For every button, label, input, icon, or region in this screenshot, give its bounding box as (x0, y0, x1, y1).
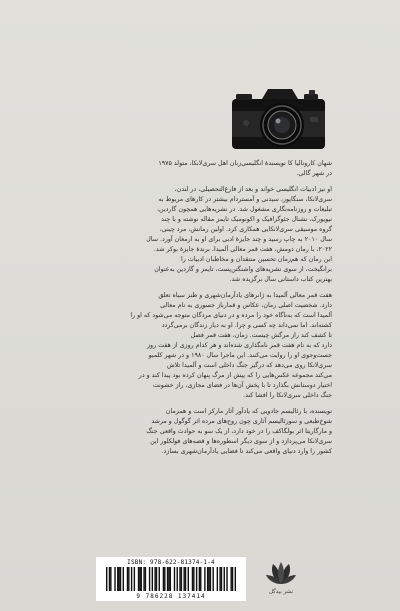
barcode-bar (118, 567, 119, 591)
text-line: او نیز ادبیات انگلیسی خواند و بعد از فارغ‌التحصیلی، در لندن، (174, 186, 332, 193)
leaf-icon (264, 560, 298, 588)
text-line: می‌کند مجموعه عکس‌هایی را که پیش از مرگ پنهان کرده بود پیدا کند و در (138, 372, 332, 379)
barcode-digits: 9 786228 137414 (136, 593, 206, 600)
barcode-bar (128, 567, 129, 591)
barcode-bar (106, 567, 107, 591)
text-line: آلمیدا است که به‌ناگاه خود را مرده و در دنیای مردگان متوجه می‌شود که او را (130, 312, 332, 319)
text-line: اختیار دوستانش بگذارد تا با پخش آن‌ها در فضای مجازی، راز خشونت (152, 382, 332, 389)
text-line: کشور را وارد دنیای واقعی می‌کند تا فضایی یادآرمان‌شهری بسازد. (161, 448, 332, 455)
barcode-bar (145, 567, 146, 591)
barcode-bar (232, 567, 233, 591)
text-line: تا کشف کند راز مرگش چیست. زمان، هفت قمر فصل (190, 332, 332, 339)
barcode-bar (117, 567, 118, 591)
camera-icon (226, 85, 331, 155)
barcode-bar (188, 567, 189, 591)
text-line: کشته‌اند. اما نمی‌داند چه کسی و چرا. او به دیار زندگان برمی‌گردد (161, 322, 332, 329)
text-line: گروه موسیقی سری‌لانکایی همکاری کرد. اولین رمانش، مرد چینی، (159, 226, 332, 233)
text-line: بهترین کتاب داستانی سال برگزیده شد. (229, 276, 332, 283)
text-line: دارد. شخصیت اصلی رمان، عکاس و قمارباز جسوری به نام معالی (160, 302, 332, 309)
paragraph-author-intro (68, 159, 332, 179)
barcode-bar (210, 567, 211, 591)
text-line: برانگیخت، از سوی نشریه‌های واشنگتن‌پست، تایمز و گاردین به‌عنوان (154, 266, 332, 273)
barcode-bar (219, 567, 220, 591)
barcode-bar (183, 567, 184, 591)
text-line: جست‌وجوی او را روایت می‌کنند. این ماجرا سال ۱۹۸۰ و در شهر کلمبو (148, 352, 332, 359)
text-line: شهان کارونالیا کا نویسندهٔ انگلیسی‌زبان اهل سری‌لانکا، متولد ۱۹۷۵ (158, 160, 332, 167)
barcode-bar (167, 567, 168, 591)
text-line: شوخ‌طبعی و سورئالیسم آثاری چون روح‌های مرده اثر گوگول و مرشد (151, 418, 332, 425)
barcode-bar (196, 567, 197, 591)
barcode-bar (174, 567, 175, 591)
text-line: دارد که به نام هفت قمر نامگذاری شده‌اند و هر کدام روزی از هفت روز (147, 342, 332, 349)
barcode-bar (217, 567, 218, 591)
barcode-bar (120, 567, 121, 591)
barcode-bar (221, 567, 222, 591)
barcode-bar (168, 567, 169, 591)
text-line: هفت قمر معالی آلمیدا به ژانرهای یادآرمان‌شهری و طنز سیاه تعلق (158, 292, 332, 299)
barcode-bar (181, 567, 182, 591)
barcode-bar (192, 567, 193, 591)
barcode-bar (212, 567, 213, 591)
publisher-name: نشر بیدگل (268, 589, 294, 595)
barcode-bar (193, 567, 194, 591)
paragraph-style (68, 407, 332, 457)
barcode-bar (123, 567, 124, 591)
text-line: و مارگاریتا اثر بولگاکف را در خود دارد، از یک سو به حوادث واقعی جنگ (146, 428, 332, 435)
barcode-bar (230, 567, 231, 591)
barcode-bar (177, 567, 178, 591)
text-line: این رمان که هم‌زمان تحسین منتقدان و مخاطبان ادبیات را (181, 256, 332, 263)
barcode-bar (170, 567, 171, 591)
barcode-bar (134, 567, 135, 591)
barcode-bar (159, 567, 160, 591)
text-line: تبلیغات و روزنامه‌نگاری مشغول شد. در نشریه‌هایی همچون گاردین، (157, 206, 332, 213)
barcode-bar (156, 567, 157, 591)
barcode-label (96, 557, 246, 601)
barcode-bar (235, 567, 236, 591)
barcode-bar (141, 567, 142, 591)
text-line: سری‌لانکا، سنگاپور، سیدنی و آمستردام بیشتر در کارهای مربوط به (158, 196, 332, 203)
barcode-bar (204, 567, 205, 591)
barcode-bar (143, 567, 144, 591)
barcode-bar (200, 567, 201, 591)
barcode-bar (163, 567, 164, 591)
barcode-bar (224, 567, 225, 591)
barcode-bar (185, 567, 186, 591)
author-bio-and-synopsis (68, 159, 332, 463)
text-line: سری‌لانکا روی می‌دهد که درگیر جنگ داخلی است و آلمیدا تلاش (166, 362, 332, 369)
paragraph-author-career (68, 185, 332, 285)
barcode-bar (164, 567, 165, 591)
barcode-bar (154, 567, 155, 591)
text-line: جنگ داخلی سری‌لانکا را افشا کند. (243, 392, 332, 399)
barcode-bar (109, 567, 110, 591)
text-line: نویسنده، با رئالیسم جادویی که یادآور آثار مارکز است و همزمان (165, 408, 332, 415)
barcode-bar (207, 567, 208, 591)
barcode-bar (199, 567, 200, 591)
barcode-bar (127, 567, 128, 591)
barcode-bar (152, 567, 153, 591)
text-line: نیویورک، نشنال جئوگرافیک و اکونومیک تایمز مقاله نوشته و با چند (161, 216, 332, 223)
barcode-bar (226, 567, 227, 591)
publisher-logo (264, 560, 298, 600)
barcode-icon (106, 567, 236, 591)
barcode-bar (179, 567, 180, 591)
text-line: در شهر گالی. (296, 170, 332, 177)
barcode-bar (149, 567, 150, 591)
barcode-bar (138, 567, 139, 591)
text-line: ۲۰۲۲، با رمان دومش، هفت قمر معالی آلمیدا، برندهٔ جایزهٔ بوکر شد. (153, 246, 332, 253)
barcode-bar (114, 567, 115, 591)
barcode-bar (208, 567, 209, 591)
barcode-bar (131, 567, 132, 591)
paragraph-synopsis (68, 291, 332, 401)
barcode-bar (139, 567, 140, 591)
isbn-text: ISBN: 978-622-81374-1-4 (127, 559, 215, 566)
barcode-bar (110, 567, 111, 591)
text-line: سری‌لانکا می‌پردازد و از سوی دیگر اسطوره‌ها و قصه‌های فولکلور این (150, 438, 332, 445)
text-line: سال ۲۰۱۰ به چاپ رسید و چند جایزهٔ ادبی برای او به ارمغان آورد. سال (146, 236, 332, 243)
